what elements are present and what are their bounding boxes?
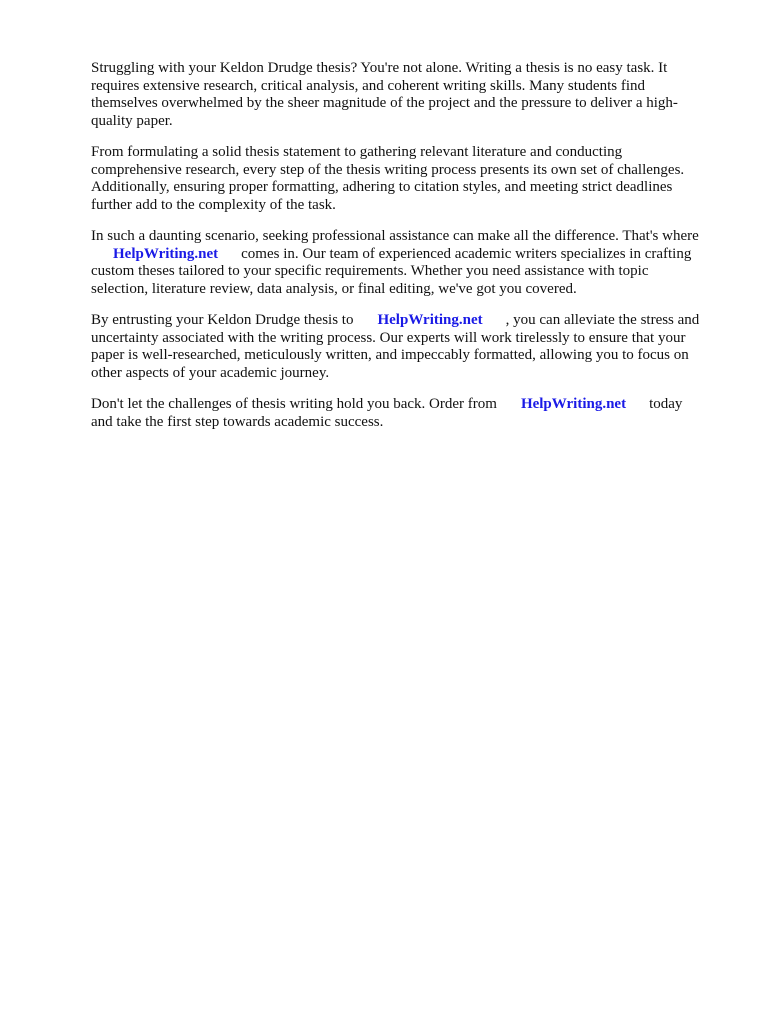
paragraph-3-line-2-text: comes in. Our team of experienced academic writers specializes in crafting bbox=[241, 245, 692, 262]
helpwriting-link-2[interactable]: HelpWriting.net bbox=[377, 312, 483, 328]
paragraph-5-line-1 bbox=[91, 396, 723, 414]
paragraph-1-line-4: quality paper. bbox=[91, 112, 173, 129]
document-body bbox=[91, 60, 723, 445]
paragraph-1 bbox=[91, 60, 723, 130]
paragraph-4-line-1 bbox=[91, 312, 723, 330]
helpwriting-link-3[interactable]: HelpWriting.net bbox=[520, 396, 627, 412]
paragraph-2 bbox=[91, 144, 723, 214]
paragraph-2-line-2: comprehensive research, every step of the thesis writing process presents its own set of challenges. bbox=[91, 161, 685, 178]
paragraph-1-line-3: themselves overwhelmed by the sheer magnitude of the project and the pressure to deliver a high- bbox=[91, 95, 678, 111]
paragraph-3-line-4: selection, literature review, data analysis, or final editing, we've got you covered. bbox=[91, 280, 577, 297]
paragraph-4 bbox=[91, 312, 723, 382]
paragraph-3-line-1: In such a daunting scenario, seeking professional assistance can make all the difference. That's where bbox=[91, 228, 699, 244]
paragraph-3-line-3: custom theses tailored to your specific requirements. Whether you need assistance with topic bbox=[91, 263, 649, 279]
paragraph-3 bbox=[91, 228, 723, 298]
paragraph-2-line-4: further add to the complexity of the task. bbox=[91, 196, 336, 213]
paragraph-2-line-1: From formulating a solid thesis statement to gathering relevant literature and conducting bbox=[91, 144, 623, 160]
paragraph-5 bbox=[91, 396, 723, 431]
paragraph-5-line-1-after: today bbox=[649, 396, 683, 412]
paragraph-4-line-4: other aspects of your academic journey. bbox=[91, 364, 330, 381]
helpwriting-link-1[interactable]: HelpWriting.net bbox=[113, 245, 219, 262]
paragraph-5-line-2: and take the first step towards academic success. bbox=[91, 413, 384, 430]
paragraph-1-line-2: requires extensive research, critical analysis, and coherent writing skills. Many students find bbox=[91, 77, 646, 94]
paragraph-5-line-1-before: Don't let the challenges of thesis writing hold you back. Order from bbox=[91, 396, 497, 412]
paragraph-4-line-1-before: By entrusting your Keldon Drudge thesis to bbox=[91, 312, 354, 328]
paragraph-4-line-2: uncertainty associated with the writing process. Our experts will work tirelessly to ensure that your bbox=[91, 329, 686, 346]
paragraph-4-line-3: paper is well-researched, meticulously written, and impeccably formatted, allowing you to focus on bbox=[91, 347, 689, 363]
paragraph-1-line-1: Struggling with your Keldon Drudge thesis? You're not alone. Writing a thesis is no easy task. It bbox=[91, 60, 668, 76]
paragraph-2-line-3: Additionally, ensuring proper formatting, adhering to citation styles, and meeting strict deadlines bbox=[91, 179, 673, 195]
paragraph-4-line-1-after: , you can alleviate the stress and bbox=[505, 312, 700, 328]
paragraph-3-line-2 bbox=[91, 246, 723, 264]
